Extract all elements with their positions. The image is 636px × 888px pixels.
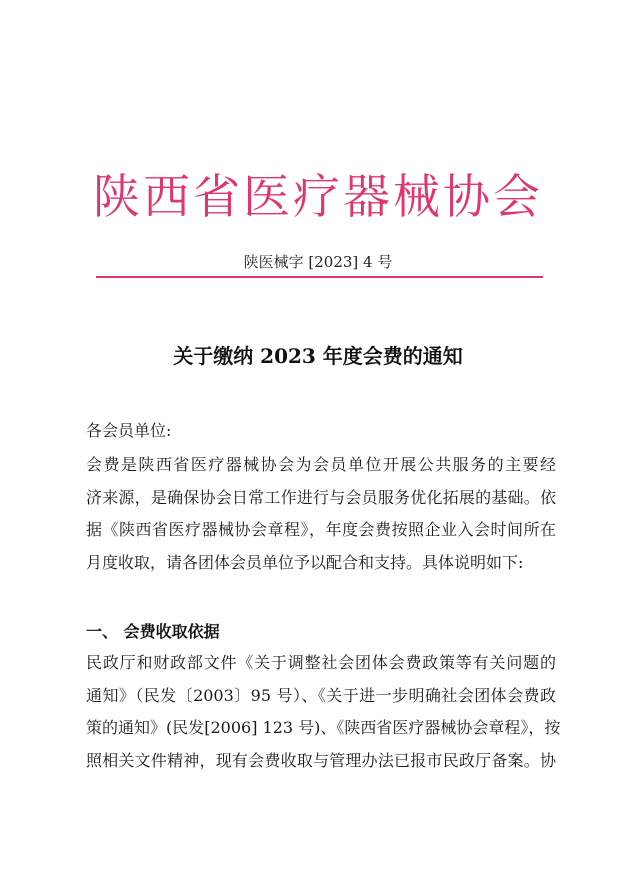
- document-number: 陕医械字 [2023] 4 号: [243, 253, 393, 271]
- letterhead-divider: [96, 276, 543, 278]
- paragraph-line: 通知》（民发〔2003〕95 号）、《关于进一步明确社会团体会费政: [86, 686, 556, 705]
- paragraph-line: 月度收取，请各团体会员单位予以配合和支持。具体说明如下:: [86, 553, 524, 572]
- paragraph-line: 照相关文件精神，现有会费收取与管理办法已报市民政厅备案。协: [86, 751, 556, 770]
- paragraph-line: 民政厅和财政部文件《关于调整社会团体会费政策等有关问题的: [86, 653, 556, 672]
- paragraph-line: 济来源，是确保协会日常工作进行与会员服务优化拓展的基础。依: [86, 488, 556, 507]
- paragraph-line: 据《陕西省医疗器械协会章程》，年度会费按照企业入会时间所在: [86, 520, 556, 539]
- letterhead-org-name: 陕西省医疗器械协会: [93, 170, 543, 225]
- salutation: 各会员单位:: [86, 421, 172, 440]
- notice-title: 关于缴纳 2023 年度会费的通知: [173, 344, 463, 368]
- paragraph-line: 会费是陕西省医疗器械协会为会员单位开展公共服务的主要经: [86, 455, 556, 474]
- section-heading: 一、 会费收取依据: [86, 622, 220, 641]
- paragraph-line: 策的通知》(民发[2006] 123 号)、《陕西省医疗器械协会章程》，按: [86, 718, 561, 737]
